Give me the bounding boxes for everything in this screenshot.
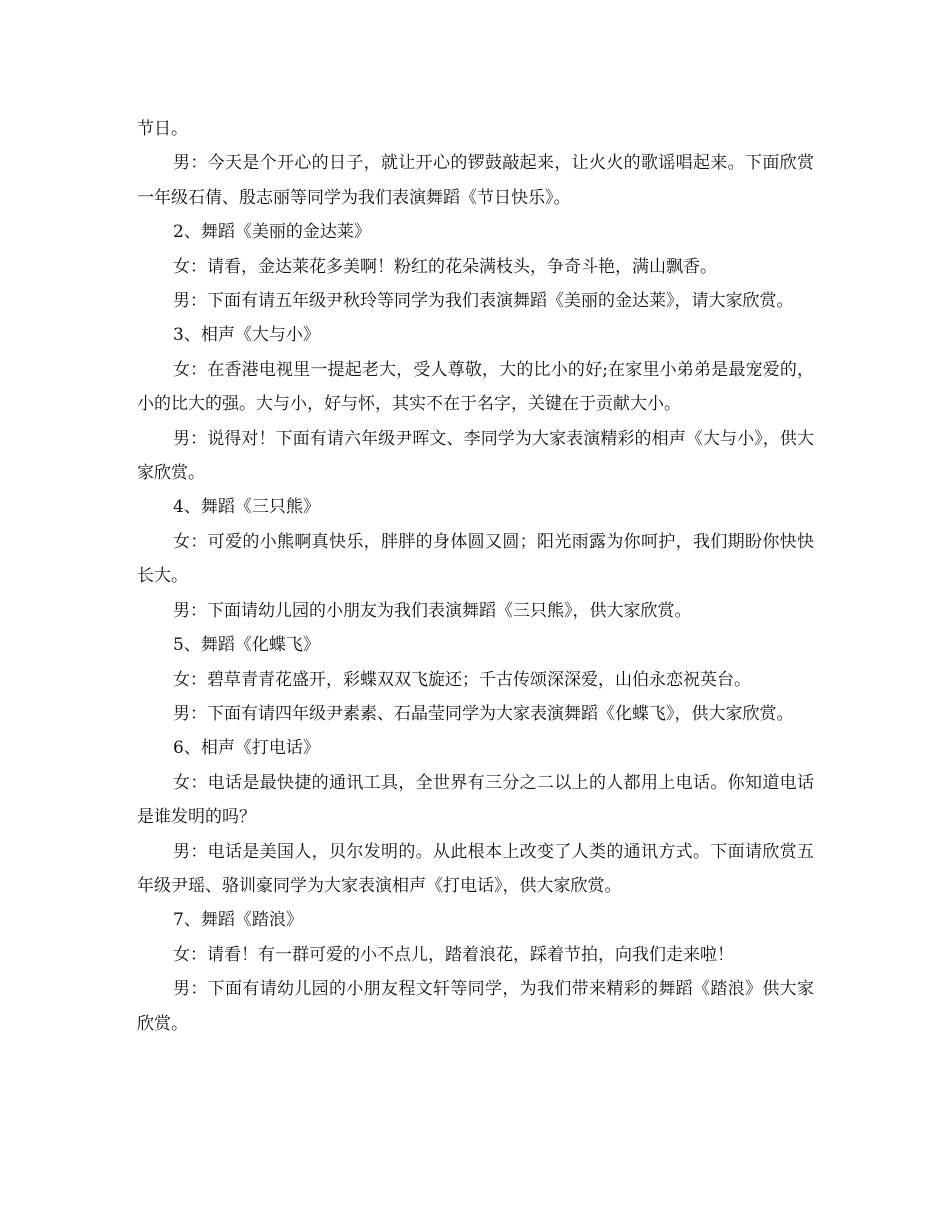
paragraph-dialogue-male: 男：下面有请五年级尹秋玲等同学为我们表演舞蹈《美丽的金达莱》，请大家欣赏。 xyxy=(173,291,794,312)
paragraph-dialogue-male: 男：说得对！下面有请六年级尹晖文、李同学为大家表演精彩的相声《大与小》，供大家欣赏。 xyxy=(137,428,814,484)
paragraph-dialogue-female: 女：在香港电视里一提起老大，受人尊敬，大的比小的好;在家里小弟弟是最宠爱的，小的比大的强。大与小，好与怀，其实不在于名字，关键在于贡献大小。 xyxy=(137,359,814,415)
document-body xyxy=(137,112,814,1041)
paragraph-dialogue-female: 女：可爱的小熊啊真快乐，胖胖的身体圆又圆；阳光雨露为你呵护，我们期盼你快快长大。 xyxy=(137,531,814,587)
paragraph-dialogue-female: 女：电话是最快捷的通讯工具，全世界有三分之二以上的人都用上电话。你知道电话是谁发明的吗？ xyxy=(137,772,814,828)
paragraph-dialogue-male: 男：下面有请四年级尹素素、石晶莹同学为大家表演舞蹈《化蝶飞》，供大家欣赏。 xyxy=(173,703,794,724)
program-item-heading: 4、舞蹈《三只熊》 xyxy=(173,497,320,518)
paragraph-continuation: 节日。 xyxy=(137,119,188,139)
paragraph-dialogue-male: 男：今天是个开心的日子，就让开心的锣鼓敲起来，让火火的歌谣唱起来。下面欣赏一年级石倩、殷志丽等同学为我们表演舞蹈《节日快乐》。 xyxy=(137,153,814,208)
paragraph-dialogue-female: 女：碧草青青花盛开，彩蝶双双飞旋还；千古传颂深深爱，山伯永恋祝英台。 xyxy=(173,669,751,690)
program-item-heading: 6、相声《打电话》 xyxy=(173,738,320,759)
paragraph-dialogue-male: 男：电话是美国人，贝尔发明的。从此根本上改变了人类的通讯方式。下面请欣赏五年级尹瑶、骆训豪同学为大家表演相声《打电话》，供大家欣赏。 xyxy=(137,841,814,896)
paragraph-dialogue-female: 女：请看！有一群可爱的小不点儿，踏着浪花，踩着节拍，向我们走来啦！ xyxy=(173,944,734,965)
paragraph-dialogue-male: 男：下面请幼儿园的小朋友为我们表演舞蹈《三只熊》，供大家欣赏。 xyxy=(173,600,692,621)
paragraph-dialogue-male: 男：下面有请幼儿园的小朋友程文轩等同学，为我们带来精彩的舞蹈《踏浪》供大家欣赏。 xyxy=(137,979,814,1034)
program-item-heading: 7、舞蹈《踏浪》 xyxy=(173,910,303,931)
paragraph-dialogue-female: 女：请看，金达莱花多美啊！粉红的花朵满枝头，争奇斗艳，满山飘香。 xyxy=(173,256,717,277)
program-item-heading: 5、舞蹈《化蝶飞》 xyxy=(173,635,320,656)
program-item-heading: 2、舞蹈《美丽的金达莱》 xyxy=(173,222,371,243)
program-item-heading: 3、相声《大与小》 xyxy=(173,325,320,346)
